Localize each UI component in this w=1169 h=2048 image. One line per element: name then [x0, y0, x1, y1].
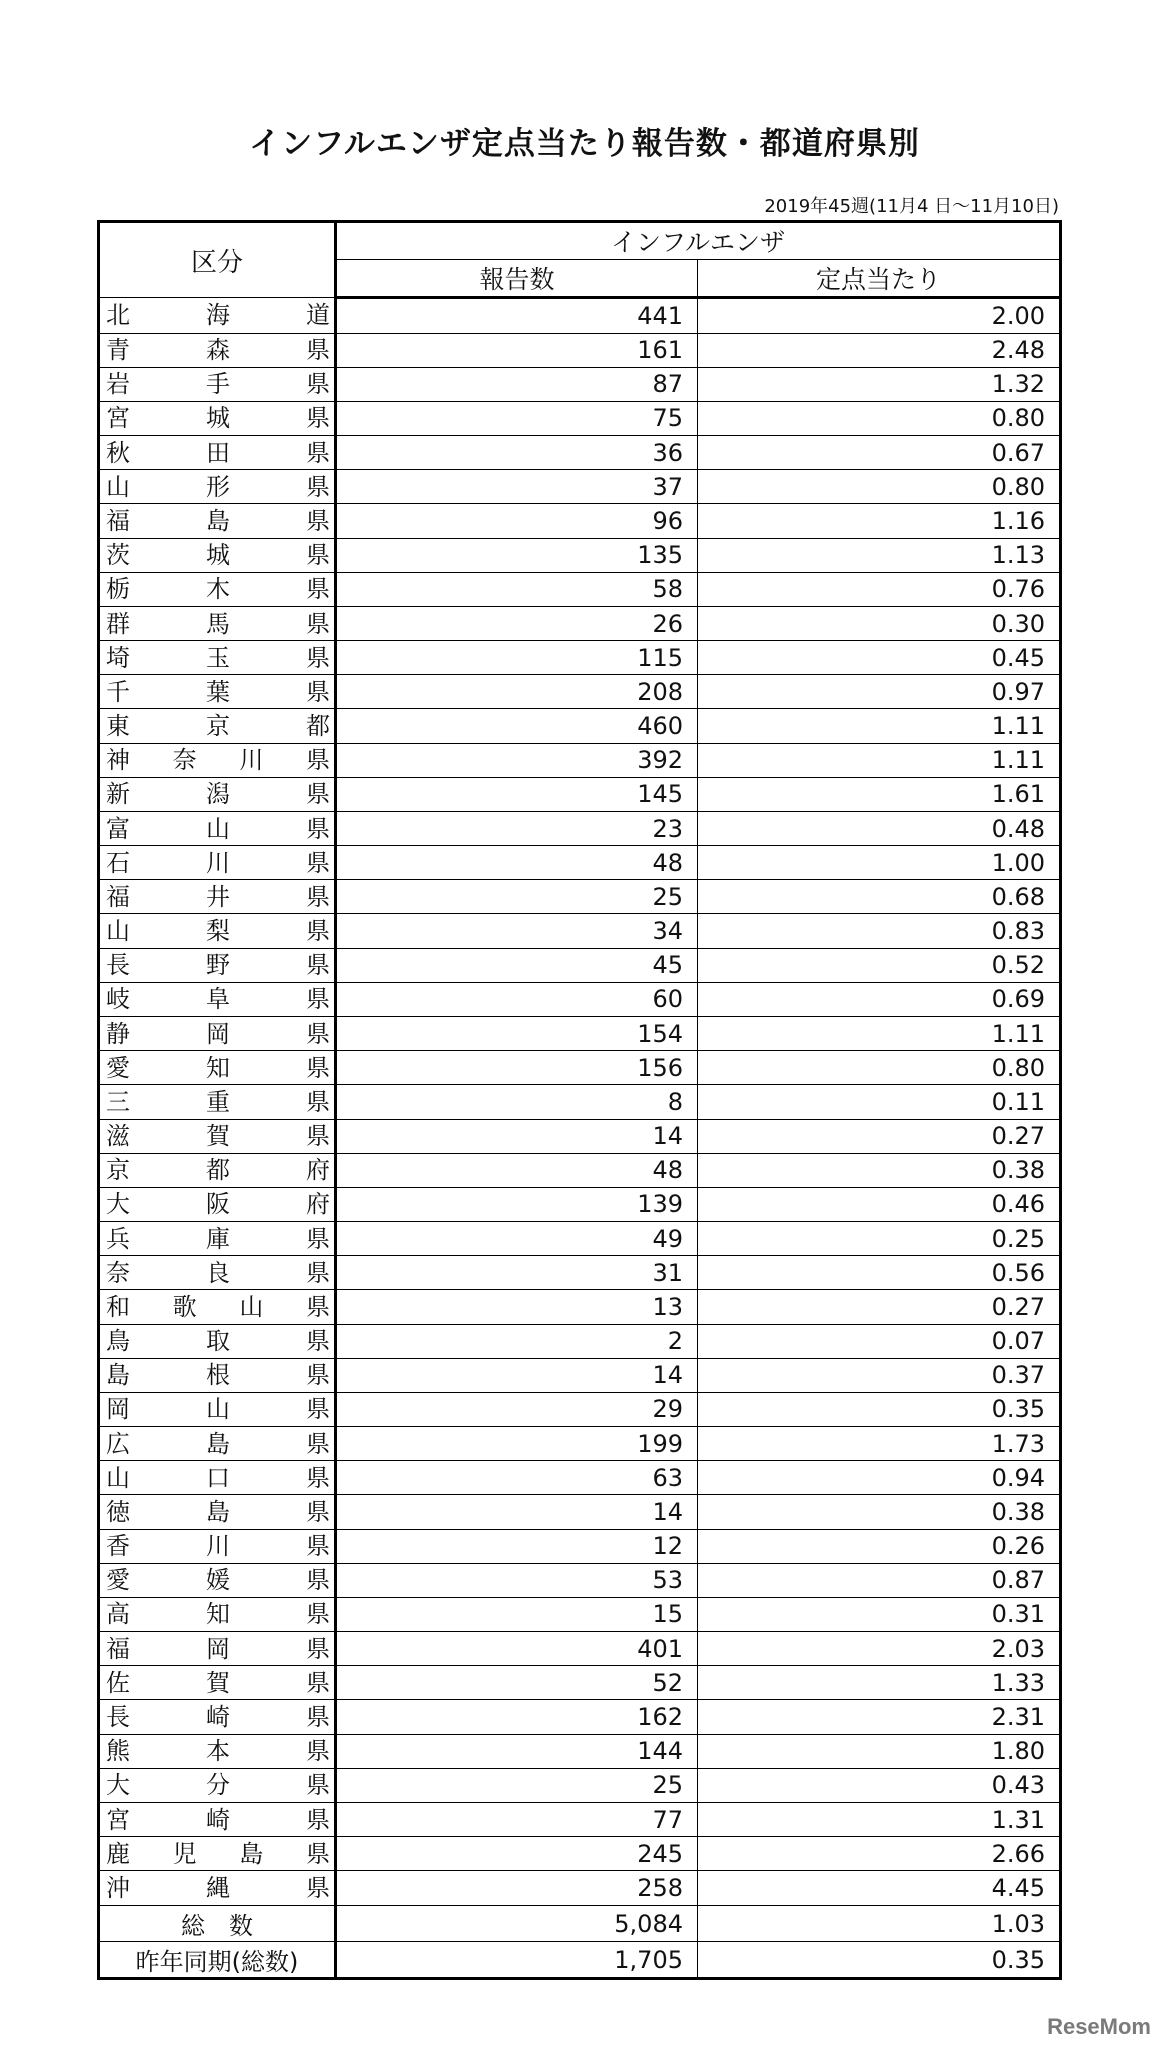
reports-cell: 154	[336, 1016, 698, 1050]
reports-cell: 245	[336, 1837, 698, 1871]
prefecture-cell	[99, 1222, 336, 1256]
prefecture-name: 群 馬 県	[106, 609, 330, 638]
reports-cell: 14	[336, 1358, 698, 1392]
per-site-cell: 0.38	[698, 1495, 1061, 1529]
reports-cell: 87	[336, 367, 698, 401]
reports-cell: 156	[336, 1051, 698, 1085]
reports-cell: 12	[336, 1529, 698, 1563]
table-row	[99, 982, 1061, 1016]
reports-cell: 13	[336, 1290, 698, 1324]
reports-cell: 208	[336, 675, 698, 709]
table-row	[99, 606, 1061, 640]
prefecture-name: 兵 庫 県	[106, 1224, 330, 1253]
prefecture-name: 神 奈 川 県	[106, 746, 330, 775]
prefecture-cell	[99, 641, 336, 675]
reports-cell: 2	[336, 1324, 698, 1358]
table-row	[99, 1290, 1061, 1324]
table-row	[99, 1324, 1061, 1358]
per-site-cell: 0.87	[698, 1563, 1061, 1597]
prefecture-cell	[99, 436, 336, 470]
prefecture-cell	[99, 401, 336, 435]
per-site-cell: 0.27	[698, 1290, 1061, 1324]
per-site-cell: 0.76	[698, 572, 1061, 606]
prefecture-name: 山 形 県	[106, 472, 330, 501]
reports-cell: 31	[336, 1256, 698, 1290]
per-site-cell: 1.80	[698, 1734, 1061, 1768]
table-row	[99, 914, 1061, 948]
reports-cell: 34	[336, 914, 698, 948]
prefecture-cell	[99, 1495, 336, 1529]
prefecture-cell	[99, 811, 336, 845]
reports-cell: 14	[336, 1495, 698, 1529]
prefecture-name: 愛 媛 県	[106, 1566, 330, 1595]
prefecture-cell	[99, 1324, 336, 1358]
reports-cell: 135	[336, 538, 698, 572]
prefecture-cell	[99, 1597, 336, 1631]
header-reports: 報告数	[336, 260, 698, 298]
prefecture-cell	[99, 1256, 336, 1290]
table-row	[99, 333, 1061, 367]
prefecture-cell	[99, 606, 336, 640]
reports-cell: 52	[336, 1666, 698, 1700]
reports-cell: 25	[336, 1768, 698, 1802]
per-site-cell: 1.11	[698, 1016, 1061, 1050]
reports-cell: 8	[336, 1085, 698, 1119]
per-site-cell: 0.38	[698, 1153, 1061, 1187]
prefecture-name: 宮 城 県	[106, 404, 330, 433]
prefecture-cell	[99, 880, 336, 914]
table-row	[99, 1768, 1061, 1802]
total-reports: 5,084	[336, 1906, 698, 1942]
prefecture-cell	[99, 948, 336, 982]
per-site-cell: 0.48	[698, 811, 1061, 845]
prefecture-name: 大 阪 府	[106, 1190, 330, 1219]
reports-cell: 45	[336, 948, 698, 982]
prefecture-cell	[99, 1802, 336, 1836]
table-row	[99, 1734, 1061, 1768]
per-site-cell: 1.11	[698, 743, 1061, 777]
per-site-cell: 1.11	[698, 709, 1061, 743]
table-row	[99, 1119, 1061, 1153]
reports-cell: 115	[336, 641, 698, 675]
reports-cell: 145	[336, 777, 698, 811]
prefecture-name: 沖 縄 県	[106, 1874, 330, 1903]
last-year-label: 昨年同期(総数)	[99, 1942, 336, 1979]
reports-cell: 258	[336, 1871, 698, 1906]
reports-cell: 58	[336, 572, 698, 606]
table-row	[99, 572, 1061, 606]
per-site-cell: 1.61	[698, 777, 1061, 811]
reports-cell: 49	[336, 1222, 698, 1256]
table-row	[99, 1358, 1061, 1392]
table-row	[99, 1187, 1061, 1221]
prefecture-name: 山 口 県	[106, 1463, 330, 1492]
prefecture-cell	[99, 1734, 336, 1768]
table-row	[99, 948, 1061, 982]
header-area: 区分	[99, 222, 336, 298]
prefecture-name: 香 川 県	[106, 1532, 330, 1561]
reports-cell: 460	[336, 709, 698, 743]
per-site-cell: 1.16	[698, 504, 1061, 538]
prefecture-cell	[99, 982, 336, 1016]
reports-cell: 53	[336, 1563, 698, 1597]
per-site-cell: 0.30	[698, 606, 1061, 640]
table-row	[99, 436, 1061, 470]
prefecture-name: 高 知 県	[106, 1600, 330, 1629]
prefecture-name: 石 川 県	[106, 848, 330, 877]
reports-cell: 199	[336, 1427, 698, 1461]
total-per-site: 1.03	[698, 1906, 1061, 1942]
prefecture-cell	[99, 538, 336, 572]
table-row	[99, 1461, 1061, 1495]
last-year-per-site: 0.35	[698, 1942, 1061, 1979]
per-site-cell: 0.67	[698, 436, 1061, 470]
table-row	[99, 880, 1061, 914]
prefecture-name: 東 京 都	[106, 712, 330, 741]
per-site-cell: 0.80	[698, 1051, 1061, 1085]
per-site-cell: 2.03	[698, 1632, 1061, 1666]
reports-cell: 60	[336, 982, 698, 1016]
last-year-reports: 1,705	[336, 1942, 698, 1979]
header-influenza: インフルエンザ	[336, 222, 1061, 260]
table-row	[99, 1222, 1061, 1256]
prefecture-name: 福 島 県	[106, 506, 330, 535]
prefecture-name: 北 海 道	[106, 301, 330, 330]
table-row	[99, 1871, 1061, 1906]
prefecture-name: 青 森 県	[106, 336, 330, 365]
prefecture-name: 山 梨 県	[106, 917, 330, 946]
per-site-cell: 2.00	[698, 298, 1061, 334]
prefecture-name: 熊 本 県	[106, 1737, 330, 1766]
prefecture-name: 鳥 取 県	[106, 1327, 330, 1356]
per-site-cell: 2.48	[698, 333, 1061, 367]
reports-cell: 25	[336, 880, 698, 914]
prefecture-cell	[99, 1085, 336, 1119]
table-row	[99, 846, 1061, 880]
prefecture-name: 京 都 府	[106, 1156, 330, 1185]
table-row	[99, 1597, 1061, 1631]
table-row	[99, 538, 1061, 572]
table-row	[99, 1016, 1061, 1050]
per-site-cell: 0.68	[698, 880, 1061, 914]
table-row	[99, 1153, 1061, 1187]
table-row	[99, 1837, 1061, 1871]
table-row	[99, 1563, 1061, 1597]
reports-cell: 401	[336, 1632, 698, 1666]
total-label: 総 数	[99, 1906, 336, 1942]
per-site-cell: 1.13	[698, 538, 1061, 572]
per-site-cell: 0.69	[698, 982, 1061, 1016]
reports-cell: 23	[336, 811, 698, 845]
table-row	[99, 1495, 1061, 1529]
reports-cell: 36	[336, 436, 698, 470]
prefecture-name: 三 重 県	[106, 1087, 330, 1116]
prefecture-cell	[99, 1700, 336, 1734]
table-row	[99, 1085, 1061, 1119]
prefecture-name: 鹿 児 島 県	[106, 1839, 330, 1868]
reports-cell: 37	[336, 470, 698, 504]
table-row	[99, 401, 1061, 435]
reports-cell: 162	[336, 1700, 698, 1734]
table-row	[99, 1632, 1061, 1666]
influenza-table	[97, 220, 1062, 1980]
prefecture-name: 秋 田 県	[106, 438, 330, 467]
prefecture-cell	[99, 1871, 336, 1906]
table-row	[99, 298, 1061, 334]
prefecture-cell	[99, 1051, 336, 1085]
prefecture-cell	[99, 1666, 336, 1700]
reports-cell: 29	[336, 1392, 698, 1426]
prefecture-name: 福 井 県	[106, 882, 330, 911]
prefecture-name: 岡 山 県	[106, 1395, 330, 1424]
last-year-row	[99, 1942, 1061, 1979]
prefecture-cell	[99, 1632, 336, 1666]
prefecture-cell	[99, 1358, 336, 1392]
table-row	[99, 504, 1061, 538]
per-site-cell: 0.94	[698, 1461, 1061, 1495]
prefecture-name: 埼 玉 県	[106, 643, 330, 672]
prefecture-name: 徳 島 県	[106, 1497, 330, 1526]
prefecture-name: 静 岡 県	[106, 1019, 330, 1048]
prefecture-cell	[99, 846, 336, 880]
prefecture-name: 岩 手 県	[106, 370, 330, 399]
reports-cell: 77	[336, 1802, 698, 1836]
table-row	[99, 675, 1061, 709]
table-row	[99, 1802, 1061, 1836]
prefecture-cell	[99, 1016, 336, 1050]
table-row	[99, 1700, 1061, 1734]
per-site-cell: 0.31	[698, 1597, 1061, 1631]
reports-cell: 48	[336, 846, 698, 880]
per-site-cell: 0.25	[698, 1222, 1061, 1256]
reports-cell: 441	[336, 298, 698, 334]
prefecture-name: 千 葉 県	[106, 677, 330, 706]
prefecture-name: 和 歌 山 県	[106, 1292, 330, 1321]
prefecture-cell	[99, 1392, 336, 1426]
prefecture-name: 大 分 県	[106, 1771, 330, 1800]
per-site-cell: 1.00	[698, 846, 1061, 880]
prefecture-cell	[99, 914, 336, 948]
prefecture-cell	[99, 1563, 336, 1597]
table-row	[99, 743, 1061, 777]
per-site-cell: 1.31	[698, 1802, 1061, 1836]
table-row	[99, 641, 1061, 675]
reports-cell: 139	[336, 1187, 698, 1221]
prefecture-cell	[99, 1153, 336, 1187]
reports-cell: 392	[336, 743, 698, 777]
prefecture-name: 奈 良 県	[106, 1258, 330, 1287]
table-body	[99, 298, 1061, 1906]
prefecture-cell	[99, 333, 336, 367]
prefecture-cell	[99, 1290, 336, 1324]
per-site-cell: 0.52	[698, 948, 1061, 982]
reports-cell: 63	[336, 1461, 698, 1495]
table-row	[99, 1666, 1061, 1700]
prefecture-cell	[99, 1427, 336, 1461]
prefecture-name: 茨 城 県	[106, 541, 330, 570]
prefecture-name: 長 崎 県	[106, 1703, 330, 1731]
table-row	[99, 709, 1061, 743]
prefecture-cell	[99, 1768, 336, 1802]
prefecture-cell	[99, 1461, 336, 1495]
table-row	[99, 777, 1061, 811]
prefecture-cell	[99, 1529, 336, 1563]
table-row	[99, 470, 1061, 504]
per-site-cell: 0.45	[698, 641, 1061, 675]
per-site-cell: 0.26	[698, 1529, 1061, 1563]
prefecture-cell	[99, 470, 336, 504]
per-site-cell: 2.31	[698, 1700, 1061, 1734]
resemom-watermark: ReseMom	[1047, 2014, 1151, 2039]
reports-cell: 96	[336, 504, 698, 538]
prefecture-cell	[99, 777, 336, 811]
prefecture-name: 長 野 県	[106, 951, 330, 980]
prefecture-name: 滋 賀 県	[106, 1122, 330, 1151]
prefecture-name: 広 島 県	[106, 1429, 330, 1458]
per-site-cell: 1.32	[698, 367, 1061, 401]
reports-cell: 15	[336, 1597, 698, 1631]
table-row	[99, 1392, 1061, 1426]
per-site-cell: 0.37	[698, 1358, 1061, 1392]
reports-cell: 161	[336, 333, 698, 367]
prefecture-cell	[99, 1187, 336, 1221]
page-title: インフルエンザ定点当たり報告数・都道府県別	[249, 126, 920, 162]
prefecture-name: 岐 阜 県	[106, 985, 330, 1014]
prefecture-name: 栃 木 県	[106, 575, 330, 604]
per-site-cell: 0.80	[698, 470, 1061, 504]
reports-cell: 144	[336, 1734, 698, 1768]
total-row	[99, 1906, 1061, 1942]
per-site-cell: 0.46	[698, 1187, 1061, 1221]
prefecture-cell	[99, 504, 336, 538]
prefecture-cell	[99, 572, 336, 606]
per-site-cell: 0.83	[698, 914, 1061, 948]
prefecture-cell	[99, 743, 336, 777]
prefecture-name: 宮 崎 県	[106, 1805, 330, 1834]
prefecture-cell	[99, 1119, 336, 1153]
prefecture-name: 愛 知 県	[106, 1053, 330, 1082]
prefecture-cell	[99, 709, 336, 743]
per-site-cell: 0.56	[698, 1256, 1061, 1290]
prefecture-name: 島 根 県	[106, 1361, 330, 1390]
reports-cell: 14	[336, 1119, 698, 1153]
period-label: 2019年45週(11月4 日～11月10日)	[764, 196, 1059, 217]
per-site-cell: 0.27	[698, 1119, 1061, 1153]
table-row	[99, 1529, 1061, 1563]
per-site-cell: 0.97	[698, 675, 1061, 709]
per-site-cell: 0.35	[698, 1392, 1061, 1426]
per-site-cell: 0.07	[698, 1324, 1061, 1358]
prefecture-cell	[99, 298, 336, 334]
table-row	[99, 1256, 1061, 1290]
prefecture-name: 富 山 県	[106, 814, 330, 843]
per-site-cell: 0.80	[698, 401, 1061, 435]
prefecture-name: 新 潟 県	[106, 780, 330, 809]
table-row	[99, 811, 1061, 845]
reports-cell: 26	[336, 606, 698, 640]
prefecture-cell	[99, 675, 336, 709]
prefecture-name: 福 岡 県	[106, 1634, 330, 1663]
table-row	[99, 1427, 1061, 1461]
per-site-cell: 1.33	[698, 1666, 1061, 1700]
reports-cell: 48	[336, 1153, 698, 1187]
per-site-cell: 1.73	[698, 1427, 1061, 1461]
prefecture-cell	[99, 1837, 336, 1871]
prefecture-cell	[99, 367, 336, 401]
per-site-cell: 2.66	[698, 1837, 1061, 1871]
per-site-cell: 0.43	[698, 1768, 1061, 1802]
per-site-cell: 4.45	[698, 1871, 1061, 1906]
prefecture-name: 佐 賀 県	[106, 1668, 330, 1697]
per-site-cell: 0.11	[698, 1085, 1061, 1119]
header-per-site: 定点当たり	[698, 260, 1061, 298]
reports-cell: 75	[336, 401, 698, 435]
table-row	[99, 367, 1061, 401]
table-row	[99, 1051, 1061, 1085]
